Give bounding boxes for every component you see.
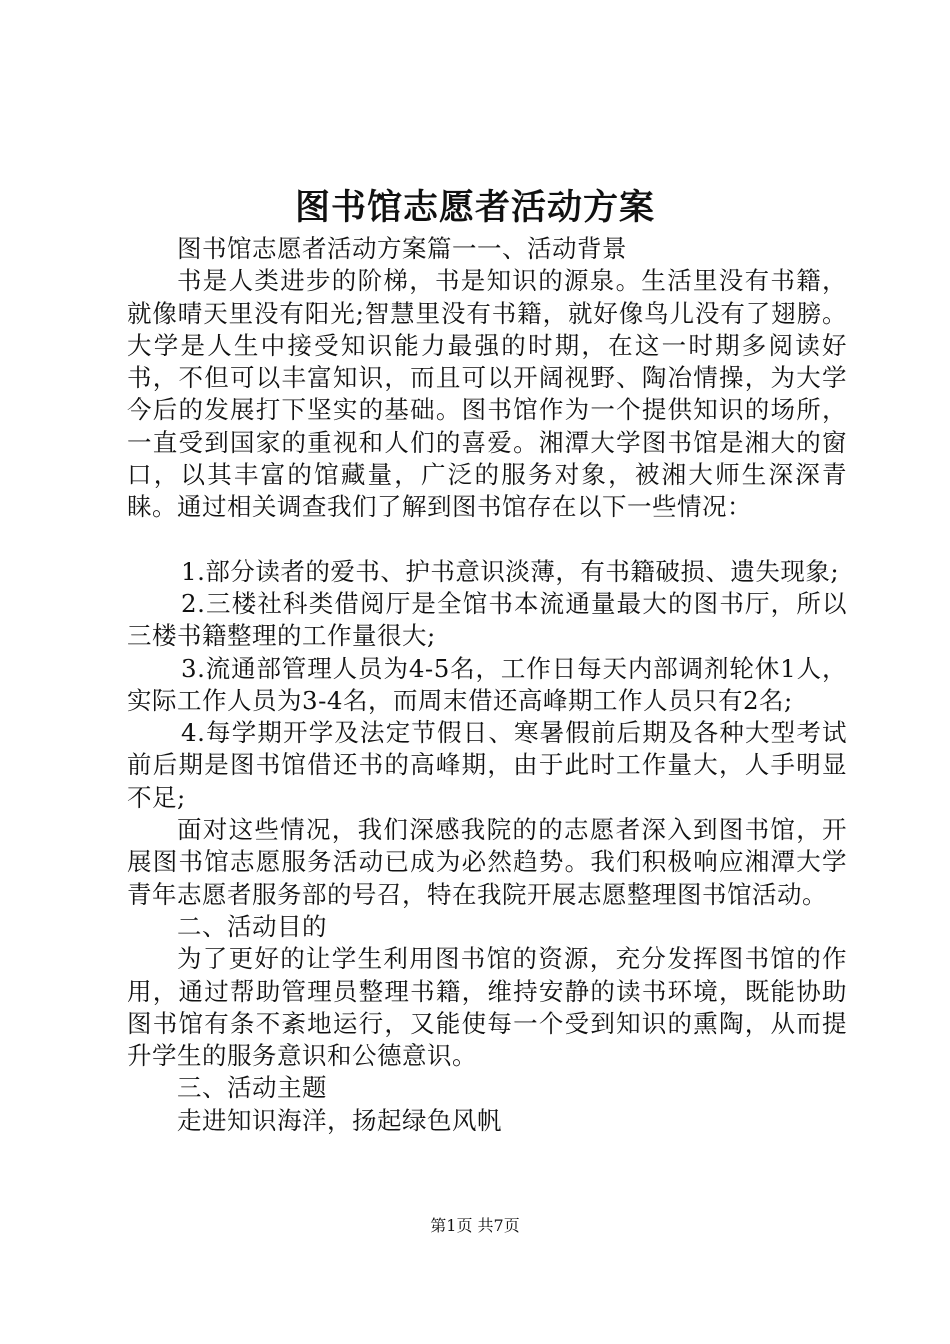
document-title: 图书馆志愿者活动方案 [294,187,655,228]
list-item-2: 2.三楼社科类借阅厅是全馆书本流通量最大的图书厅，所以三楼书籍整理的工作量很大; [127,588,847,651]
section-heading-purpose: 二、活动目的 [177,911,327,941]
section-heading-theme: 三、活动主题 [177,1073,327,1103]
paragraph-theme: 走进知识海洋，扬起绿色风帆 [177,1105,502,1135]
paragraph-intro-heading: 图书馆志愿者活动方案篇一一、活动背景 [177,234,627,263]
document-body [127,233,847,1137]
paragraph-response: 面对这些情况，我们深感我院的的志愿者深入到图书馆，开展图书馆志愿服务活动已成为必然趋势。我们积极响应湘潭大学青年志愿者服务部的号召，特在我院开展志愿整理图书馆活动。 [127,815,847,909]
list-item-1: 1.部分读者的爱书、护书意识淡薄，有书籍破损、遗失现象; [181,556,840,586]
list-item-3: 3.流通部管理人员为4-5名，工作日每天内部调剂轮休1人，实际工作人员为3-4名，而周末借还高峰期工作人员只有2名; [127,653,847,715]
list-item-4: 4.每学期开学及法定节假日、寒暑假前后期及各种大型考试前后期是图书馆借还书的高峰期，由于此时工作量大，人手明显不足; [127,718,847,812]
paragraph-purpose: 为了更好的让学生利用图书馆的资源，充分发挥图书馆的作用，通过帮助管理员整理书籍，维持安静的读书环境，既能协助图书馆有条不紊地运行，又能使每一个受到知识的熏陶，从而提升学生的服务意识和公德意识。 [127,944,847,1071]
paragraph-background: 书是人类进步的阶梯，书是知识的源泉。生活里没有书籍，就像晴天里没有阳光;智慧里没有书籍，就好像鸟儿没有了翅膀。大学是人生中接受知识能力最强的时期，在这一时期多阅读好书，不但可以丰富知识，而且可以开阔视野、陶冶情操，为大学今后的发展打下坚实的基础。图书馆作为一个提供知识的场所，一直受到国家的重视和人们的喜爱。湘潭大学图书馆是湘大的窗口，以其丰富的馆藏量，广泛的服务对象，被湘大师生深深青睐。通过相关调查我们了解到图书馆存在以下一些情况： [127,266,847,522]
page-number-footer: 第1页 共7页 [430,1216,520,1235]
